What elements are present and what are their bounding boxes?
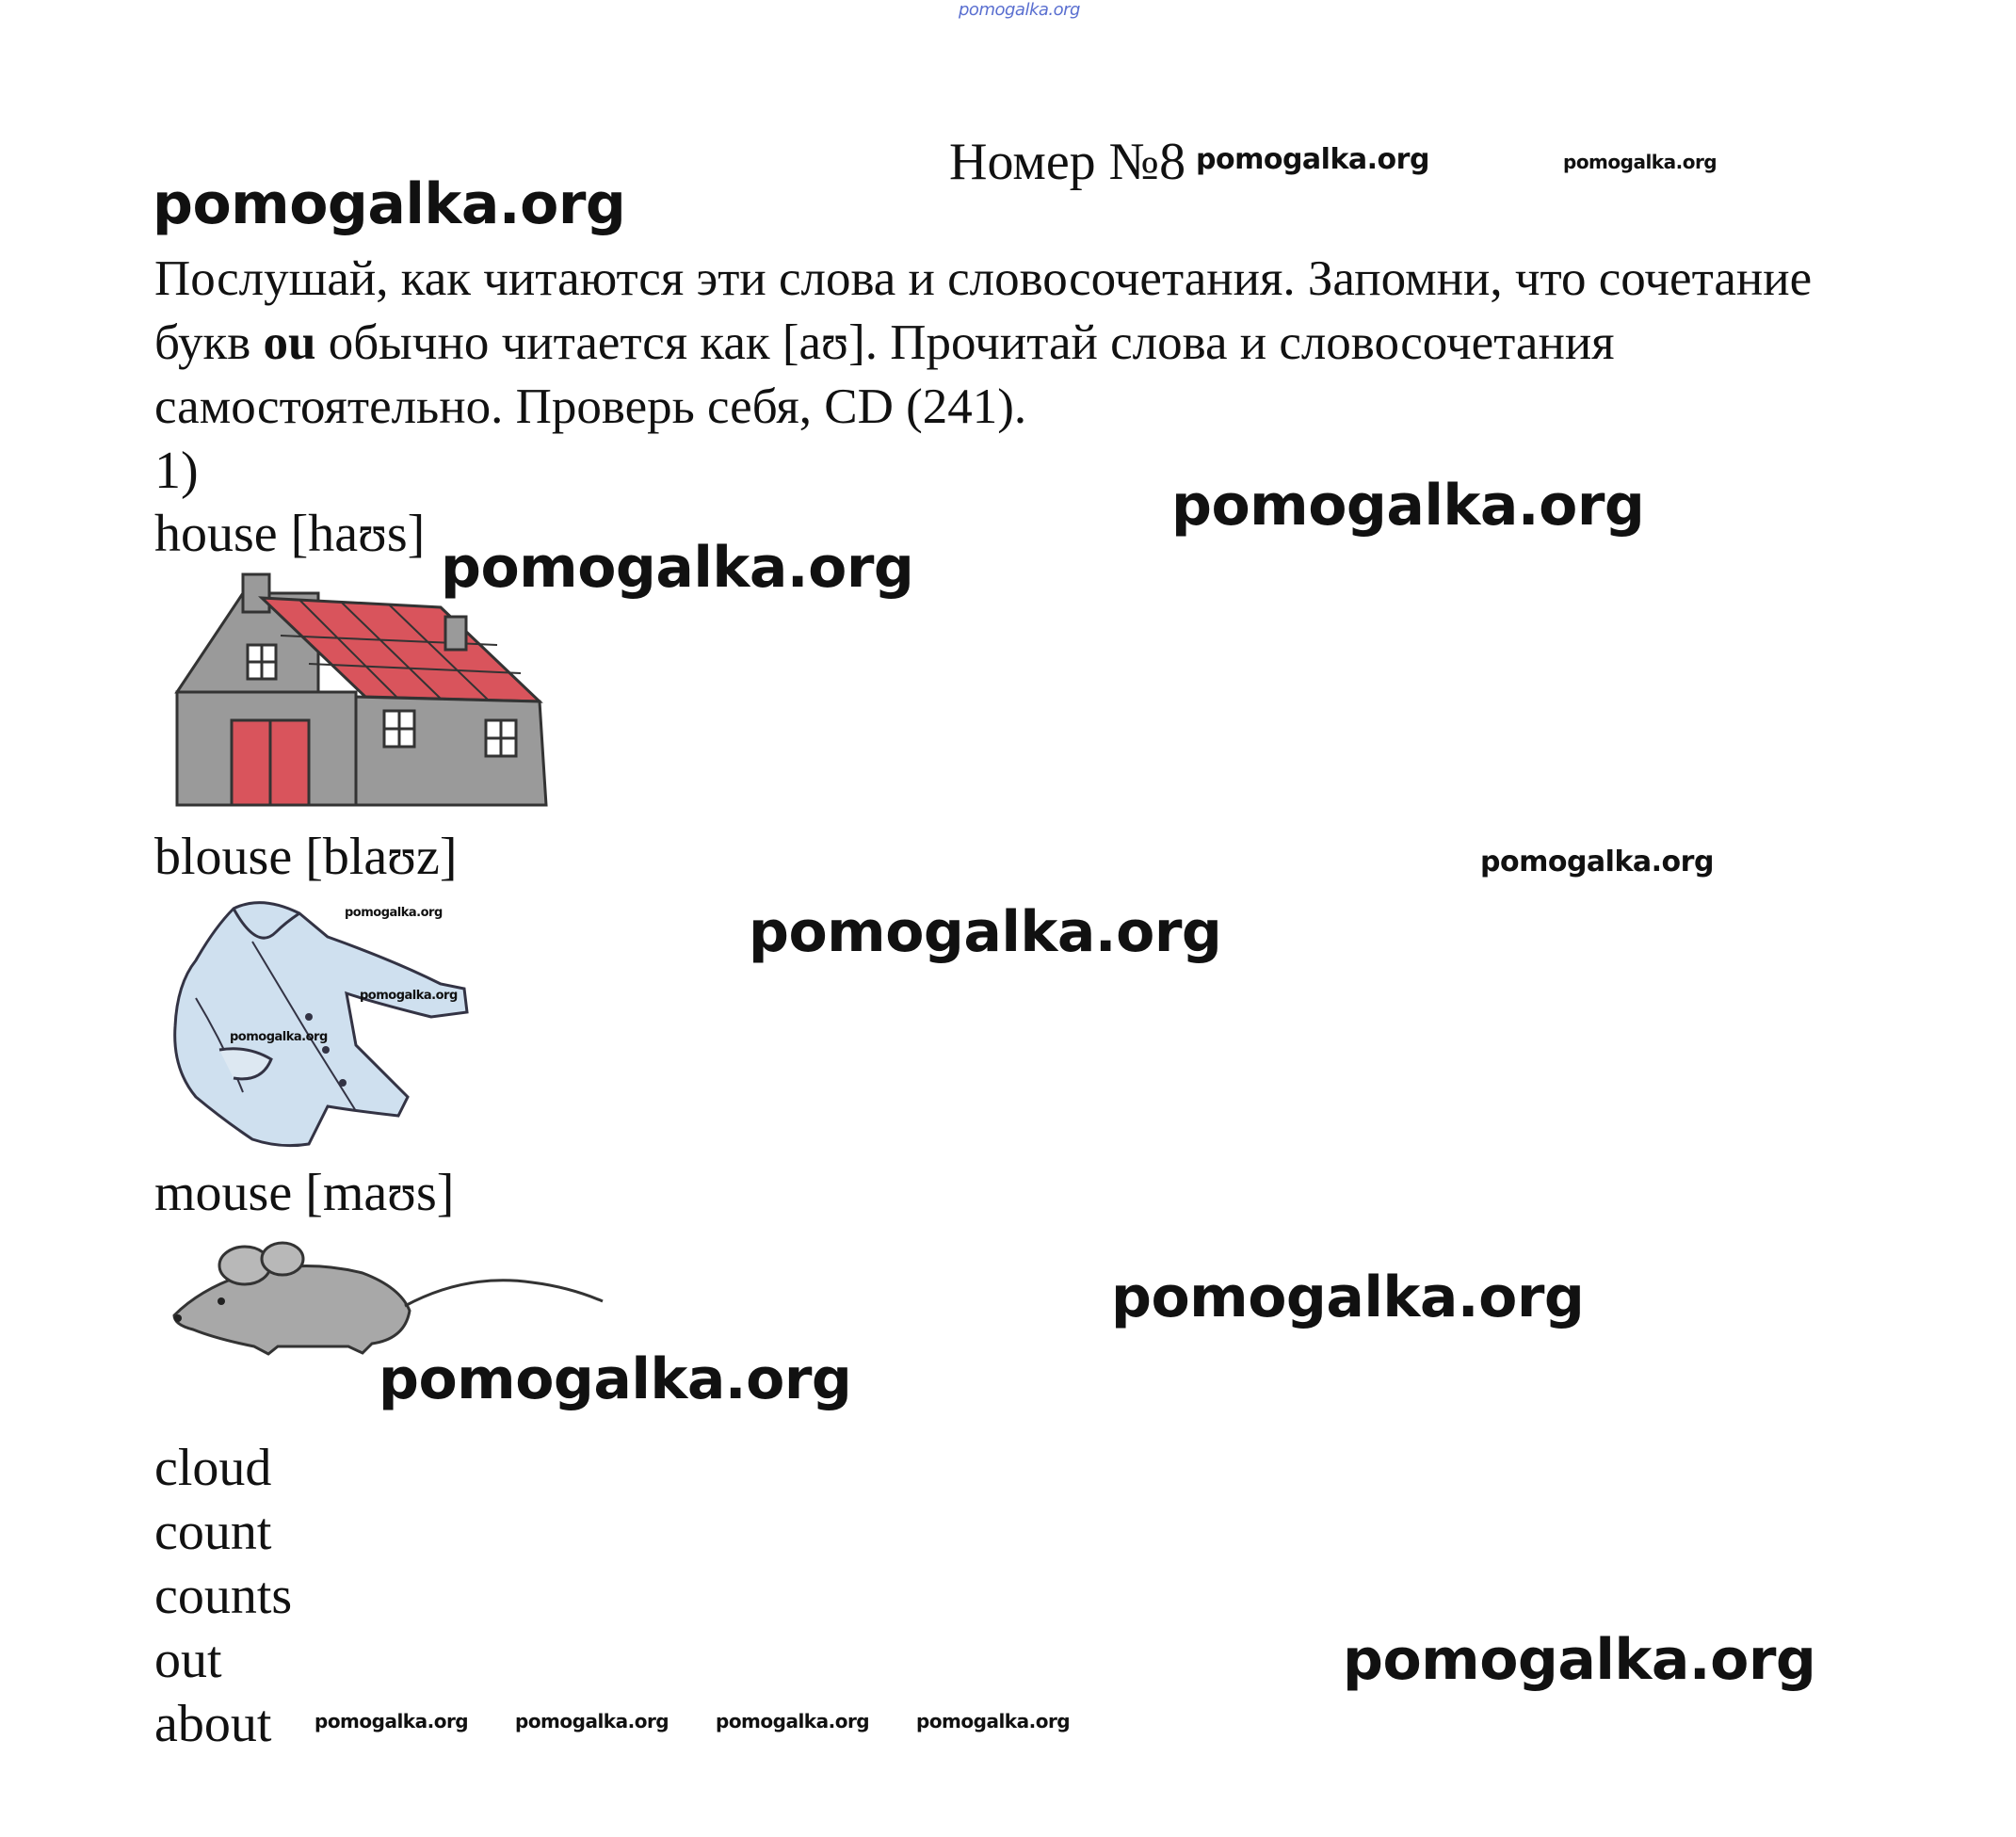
- word-blouse: blouse [blaʊz]: [154, 828, 458, 886]
- watermark: pomogalka.org: [345, 906, 443, 920]
- section-label: 1): [154, 442, 199, 500]
- task-instruction: [154, 247, 1831, 439]
- watermark: pomogalka.org: [230, 1030, 328, 1044]
- watermark: pomogalka.org: [916, 1710, 1071, 1732]
- watermark: pomogalka.org: [1196, 143, 1429, 176]
- list-item: about: [154, 1695, 272, 1753]
- house-picture: [168, 570, 554, 810]
- watermark: pomogalka.org: [1111, 1265, 1585, 1330]
- watermark: pomogalka.org: [360, 989, 458, 1003]
- mouse-picture: [165, 1235, 607, 1358]
- list-item: count: [154, 1503, 272, 1561]
- instruction-bold: ou: [263, 315, 316, 370]
- watermark: pomogalka.org: [1171, 473, 1645, 539]
- list-item: cloud: [154, 1439, 272, 1497]
- watermark: pomogalka.org: [441, 535, 914, 601]
- list-item: out: [154, 1631, 222, 1689]
- watermark: pomogalka.org: [1343, 1627, 1816, 1693]
- instruction-text: обычно читается как [aʊ]. Прочитай слова и словосочетания самостоятельно. Проверь себя, CD (241).: [154, 315, 1615, 434]
- watermark: pomogalka.org: [716, 1710, 870, 1732]
- word-list: [154, 1436, 292, 1756]
- instruction-text: Послушай, как читаются эти слова и словосочетания. Запомни, что сочетание букв: [154, 251, 1813, 370]
- list-item: counts: [154, 1567, 293, 1625]
- word-house: house [haʊs]: [154, 505, 426, 563]
- word-mouse: mouse [maʊs]: [154, 1164, 455, 1222]
- watermark: pomogalka.org: [314, 1710, 469, 1732]
- page-title: Номер №8: [949, 133, 1186, 191]
- watermark: pomogalka.org: [379, 1346, 852, 1412]
- watermark: pomogalka.org: [153, 171, 626, 237]
- watermark: pomogalka.org: [1563, 151, 1718, 173]
- watermark: pomogalka.org: [749, 899, 1222, 965]
- blouse-picture: [168, 894, 478, 1153]
- watermark: pomogalka.org: [1480, 846, 1714, 878]
- watermark-top: pomogalka.org: [959, 0, 1080, 20]
- watermark: pomogalka.org: [515, 1710, 669, 1732]
